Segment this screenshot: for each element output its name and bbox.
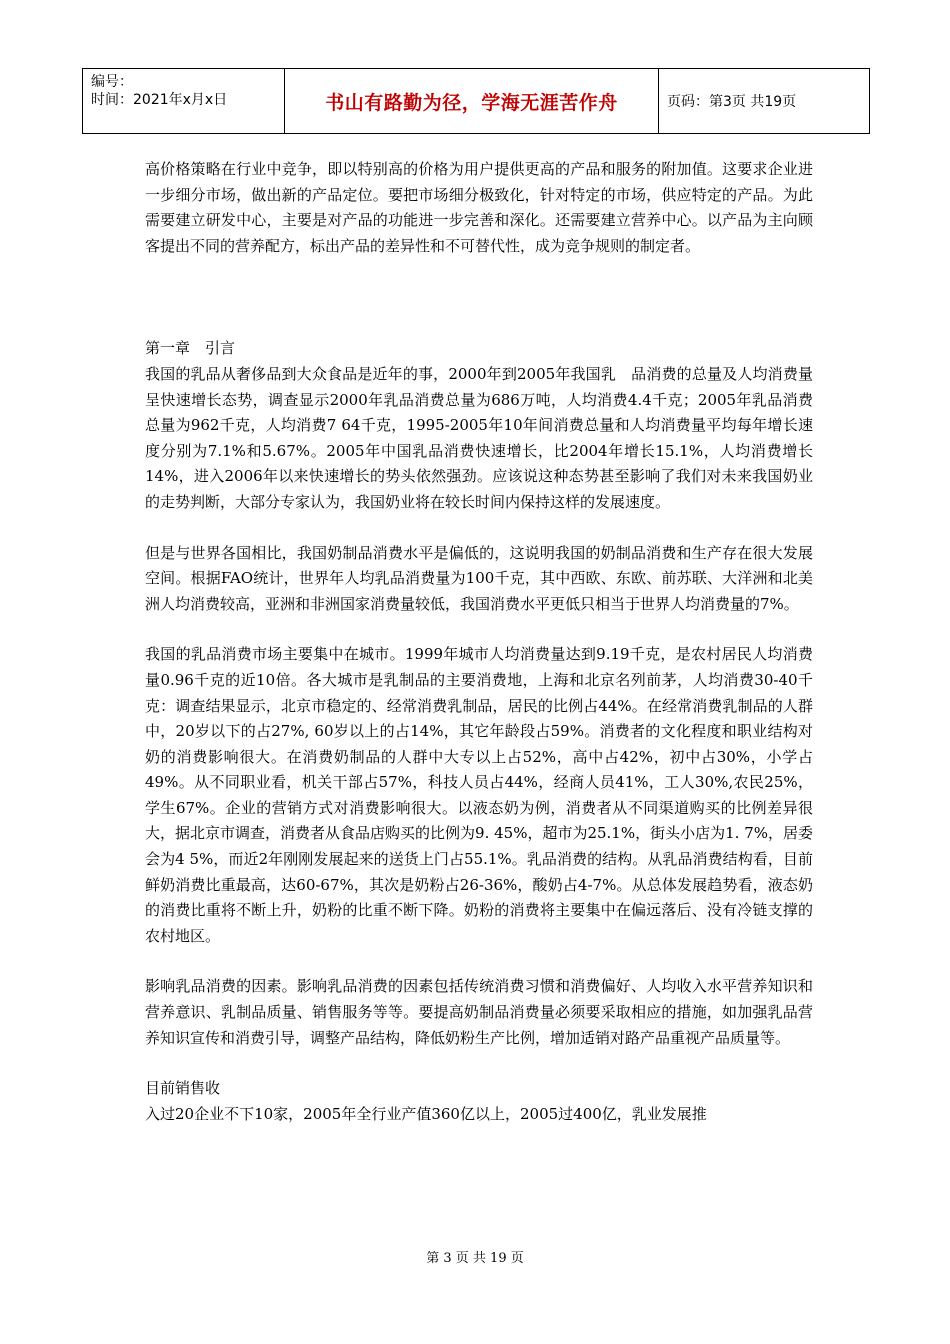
document-code-label: 编号： [91,74,133,90]
header-page-cell [659,69,869,133]
header-table [82,68,870,134]
header-motto-cell [285,69,659,133]
paragraph-consumption-growth: 我国的乳品从奢侈品到大众食品是近年的事，2000年到2005年我国乳 品消费的总量及人均消费量呈快速增长态势，调查显示2000年乳品消费总量为686万吨，人均消费4.4千克；2005年乳品消费总量为962千克，人均消费7 64千克，1995-2005年10年间消费总量和人均消费量平均每年增长速度分别为7.1%和5.67%。2005年中国乳品消费快速增长，比2004年增长15.1%，人均消费增长14%，进入2006年以来快速增长的势头依然强劲。应该说这种态势甚至影响了我们对未来我国奶业的走势判断，大部分专家认为，我国奶业将在较长时间内保持这样的发展速度。 [145,364,813,511]
intro-paragraph: 高价格策略在行业中竞争，即以特别高的价格为用户提供更高的产品和服务的附加值。这要求企业进一步细分市场，做出新的产品定位。要把市场细分极致化，针对特定的市场，供应特定的产品。为此需要建立研发中心，主要是对产品的功能进一步完善和深化。还需要建立营养中心。以产品为主向顾客提出不同的营养配方，标出产品的差异性和不可替代性，成为竞争规则的制定者。 [145,160,813,255]
paragraph-urban-market: 我国的乳品消费市场主要集中在城市。1999年城市人均消费量达到9.19千克，是农村居民人均消费量0.96千克的近10倍。各大城市是乳制品的主要消费地，上海和北京名列前茅，人均消费30-40千克：调查结果显示，北京市稳定的、经常消费乳制品，居民的比例占44%。在经常消费乳制品的人群中，20岁以下的占27%, 60岁以上的占14%，其它年龄段占59%。消费者的文化程度和职业结构对奶的消费影响很大。在消费奶制品的人群中大专以上占52%，高中占42%，初中占30%，小学占49%。从不同职业看，机关干部占57%，科技人员占44%，经商人员41%，工人30%,农民25%，学生67%。企业的营销方式对消费影响很大。以液态奶为例，消费者从不同渠道购买的比例差异很大，据北京市调查，消费者从食品店购买的比例为9. 45%，超市为25.1%，街头小店为1. 7%，居委会为4 5%，而近2年刚刚发展起来的送货上门占55.1%。乳品消费的结构。从乳品消费结构看，目前鲜奶消费比重最高，达60-67%，其次是奶粉占26-36%，酸奶占4-7%。从总体发展趋势看，液态奶的消费比重将不断上升，奶粉的比重不断下降。奶粉的消费将主要集中在偏远落后、没有冷链支撑的农村地区。 [145,645,813,945]
document-date-label: 时间：2021年x月x日 [91,92,228,108]
header-info-cell [83,69,285,133]
chapter-title: 第一章 引言 [145,339,236,358]
section-heading-sales: 目前销售收 [145,1079,221,1098]
header-motto: 书山有路勤为径，学海无涯苦作舟 [325,91,618,114]
page-footer: 第 3 页 共 19 页 [426,1251,524,1266]
paragraph-sales: 入过20企业不下10家，2005年全行业产值360亿以上，2005过400亿，乳业发展推 [145,1104,707,1123]
header-page-number: 页码：第3页 共19页 [667,94,797,110]
document-body [145,157,813,1127]
paragraph-factors: 影响乳品消费的因素。影响乳品消费的因素包括传统消费习惯和消费偏好、人均收入水平营养知识和营养意识、乳制品质量、销售服务等等。要提高奶制品消费量必须要采取相应的措施，如加强乳品营养知识宣传和消费引导，调整产品结构，降低奶粉生产比例，增加适销对路产品重视产品质量等。 [145,977,813,1047]
paragraph-world-comparison: 但是与世界各国相比，我国奶制品消费水平是偏低的，这说明我国的奶制品消费和生产存在很大发展空间。根据FAO统计，世界年人均乳品消费量为100千克，其中西欧、东欧、前苏联、大洋洲和北美洲人均消费较高，亚洲和非洲国家消费量较低，我国消费水平更低只相当于世界人均消费量的7%。 [145,543,813,613]
